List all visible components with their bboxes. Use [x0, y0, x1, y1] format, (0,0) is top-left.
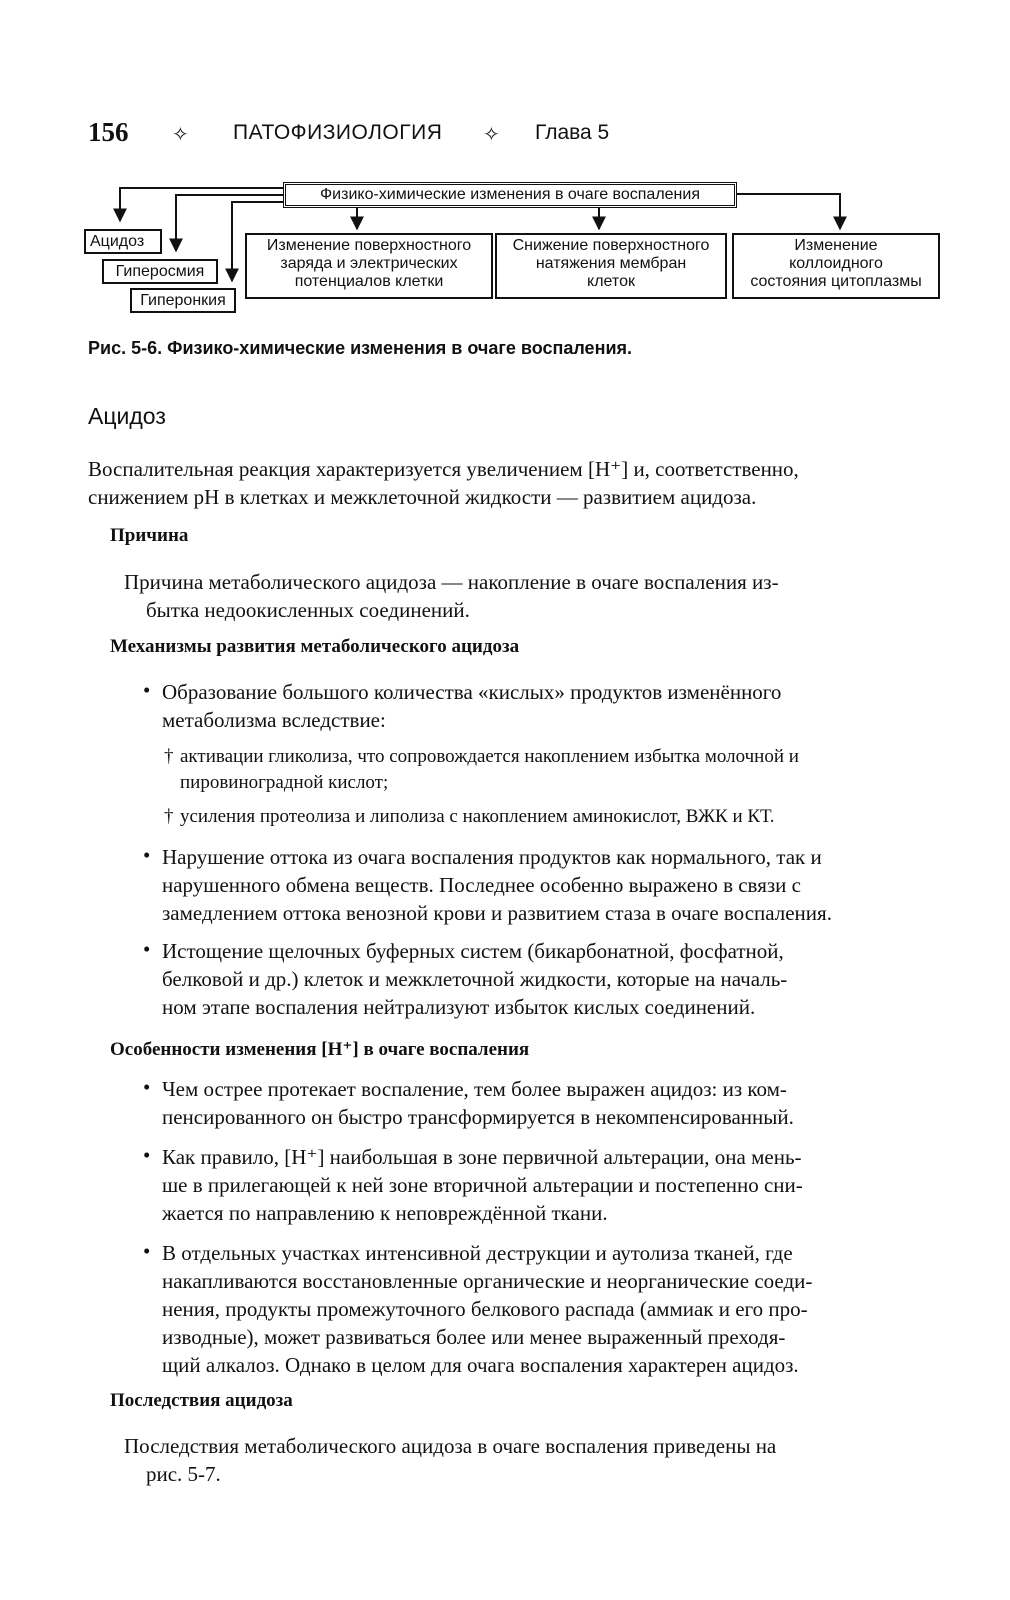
sub-line: пировиноградной кислот;	[180, 772, 389, 793]
consequences-line: рис. 5-7.	[146, 1462, 221, 1486]
hyperosmia-box	[102, 259, 218, 284]
figure-caption: Рис. 5-6. Физико-химические изменения в очаге воспаления.	[88, 338, 633, 358]
cause-line: бытка недоокисленных соединений.	[146, 598, 470, 622]
bullet-icon: •	[143, 937, 151, 961]
hyperoncia-box-label: Гиперонкия	[140, 292, 226, 309]
hyperoncia-box	[130, 288, 236, 313]
surface-charge-line: потенциалов клетки	[294, 273, 444, 290]
bullet-icon: •	[143, 678, 151, 702]
section-title: Ацидоз	[88, 403, 166, 429]
bullet-line: изводные), может развиваться более или менее выраженный преходя-	[162, 1325, 786, 1349]
surface-tension-line: натяжения мембран	[535, 255, 687, 272]
bullet-line: нения, продукты промежуточного белкового распада (аммиак и его про-	[162, 1297, 808, 1321]
acidosis-box	[84, 229, 162, 254]
bullet-icon: •	[143, 1239, 151, 1263]
bullet-line: нарушенного обмена веществ. Последнее особенно выражено в связи с	[162, 873, 801, 897]
bullet-icon: •	[143, 1075, 151, 1099]
intro-line: снижением pH в клетках и межклеточной жидкости — развитием ацидоза.	[88, 485, 757, 509]
mechanism-sub-1	[180, 744, 940, 796]
diagram-top-box-label: Физико-химические изменения в очаге воспаления	[320, 186, 700, 203]
diagram-top-box	[283, 182, 737, 208]
colloid-state-box	[732, 233, 940, 299]
feature-bullet-2	[162, 1143, 940, 1227]
dagger-icon: †	[164, 746, 174, 767]
bullet-line: щий алкалоз. Однако в целом для очага воспаления характерен ацидоз.	[162, 1353, 799, 1377]
colloid-state-line: Изменение	[794, 237, 878, 254]
bullet-line: накапливаются восстановленные органические и неорганические соеди-	[162, 1269, 813, 1293]
colloid-state-line: коллоидного	[789, 255, 883, 272]
bullet-line: ном этапе воспаления нейтрализуют избыток кислых соединений.	[162, 995, 756, 1019]
surface-charge-box	[245, 233, 493, 299]
header-diamond-icon: ✧	[483, 124, 500, 146]
bullet-icon: •	[143, 1143, 151, 1167]
bullet-line: белковой и др.) клеток и межклеточной жидкости, которые на началь-	[162, 967, 788, 991]
features-heading: Особенности изменения [H⁺] в очаге воспаления	[110, 1039, 530, 1060]
cause-line: Причина метаболического ацидоза — накопление в очаге воспаления из-	[124, 570, 779, 594]
bullet-line: жается по направлению к неповреждённой ткани.	[162, 1201, 608, 1225]
mechanism-bullet-1	[162, 678, 940, 734]
surface-charge-line: заряда и электрических	[280, 255, 458, 272]
cause-heading: Причина	[110, 525, 189, 546]
intro-line: Воспалительная реакция характеризуется увеличением [H⁺] и, соответственно,	[88, 457, 799, 481]
surface-tension-line: клеток	[587, 273, 635, 290]
bullet-line: В отдельных участках интенсивной деструкции и аутолиза тканей, где	[162, 1241, 793, 1265]
physicochemical-diagram	[0, 0, 1010, 330]
surface-tension-box	[495, 233, 727, 299]
consequences-paragraph	[124, 1432, 940, 1488]
mechanism-bullet-2	[162, 843, 940, 927]
surface-charge-line: Изменение поверхностного	[266, 237, 472, 254]
acidosis-box-label: Ацидоз	[90, 233, 145, 250]
page-number: 156	[88, 117, 129, 147]
bullet-line: замедлением оттока венозной крови и развитием стаза в очаге воспаления.	[162, 901, 832, 925]
bullet-line: пенсированного он быстро трансформируется в некомпенсированный.	[162, 1105, 794, 1129]
cause-paragraph	[124, 568, 940, 624]
book-title: ПАТОФИЗИОЛОГИЯ	[233, 121, 443, 144]
mechanism-sub-2: усиления протеолиза и липолиза с накоплением аминокислот, ВЖК и КТ.	[180, 806, 775, 827]
sub-line: активации гликолиза, что сопровождается накоплением избытка молочной и	[180, 746, 799, 767]
bullet-line: Чем острее протекает воспаление, тем более выражен ацидоз: из ком-	[162, 1077, 787, 1101]
surface-tension-line: Снижение поверхностного	[512, 237, 710, 254]
header-diamond-icon: ✧	[172, 124, 189, 146]
feature-bullet-1	[162, 1075, 940, 1131]
dagger-icon: †	[164, 806, 174, 827]
bullet-line: Образование большого количества «кислых» продуктов изменённого	[162, 680, 782, 704]
colloid-state-line: состояния цитоплазмы	[750, 273, 922, 290]
consequences-heading: Последствия ацидоза	[110, 1390, 293, 1411]
intro-paragraph	[88, 455, 940, 511]
consequences-line: Последствия метаболического ацидоза в очаге воспаления приведены на	[124, 1434, 777, 1458]
chapter-label: Глава 5	[535, 121, 610, 144]
bullet-line: Нарушение оттока из очага воспаления продуктов как нормального, так и	[162, 845, 822, 869]
bullet-line: Истощение щелочных буферных систем (бикарбонатной, фосфатной,	[162, 939, 784, 963]
bullet-line: метаболизма вследствие:	[162, 708, 386, 732]
bullet-line: Как правило, [H⁺] наибольшая в зоне первичной альтерации, она мень-	[162, 1145, 802, 1169]
hyperosmia-box-label: Гиперосмия	[115, 263, 205, 280]
mechanisms-heading: Механизмы развития метаболического ацидоза	[110, 636, 520, 657]
mechanism-bullet-3	[162, 937, 940, 1021]
feature-bullet-3	[162, 1239, 940, 1379]
bullet-icon: •	[143, 843, 151, 867]
bullet-line: ше в прилегающей к ней зоне вторичной альтерации и постепенно сни-	[162, 1173, 803, 1197]
